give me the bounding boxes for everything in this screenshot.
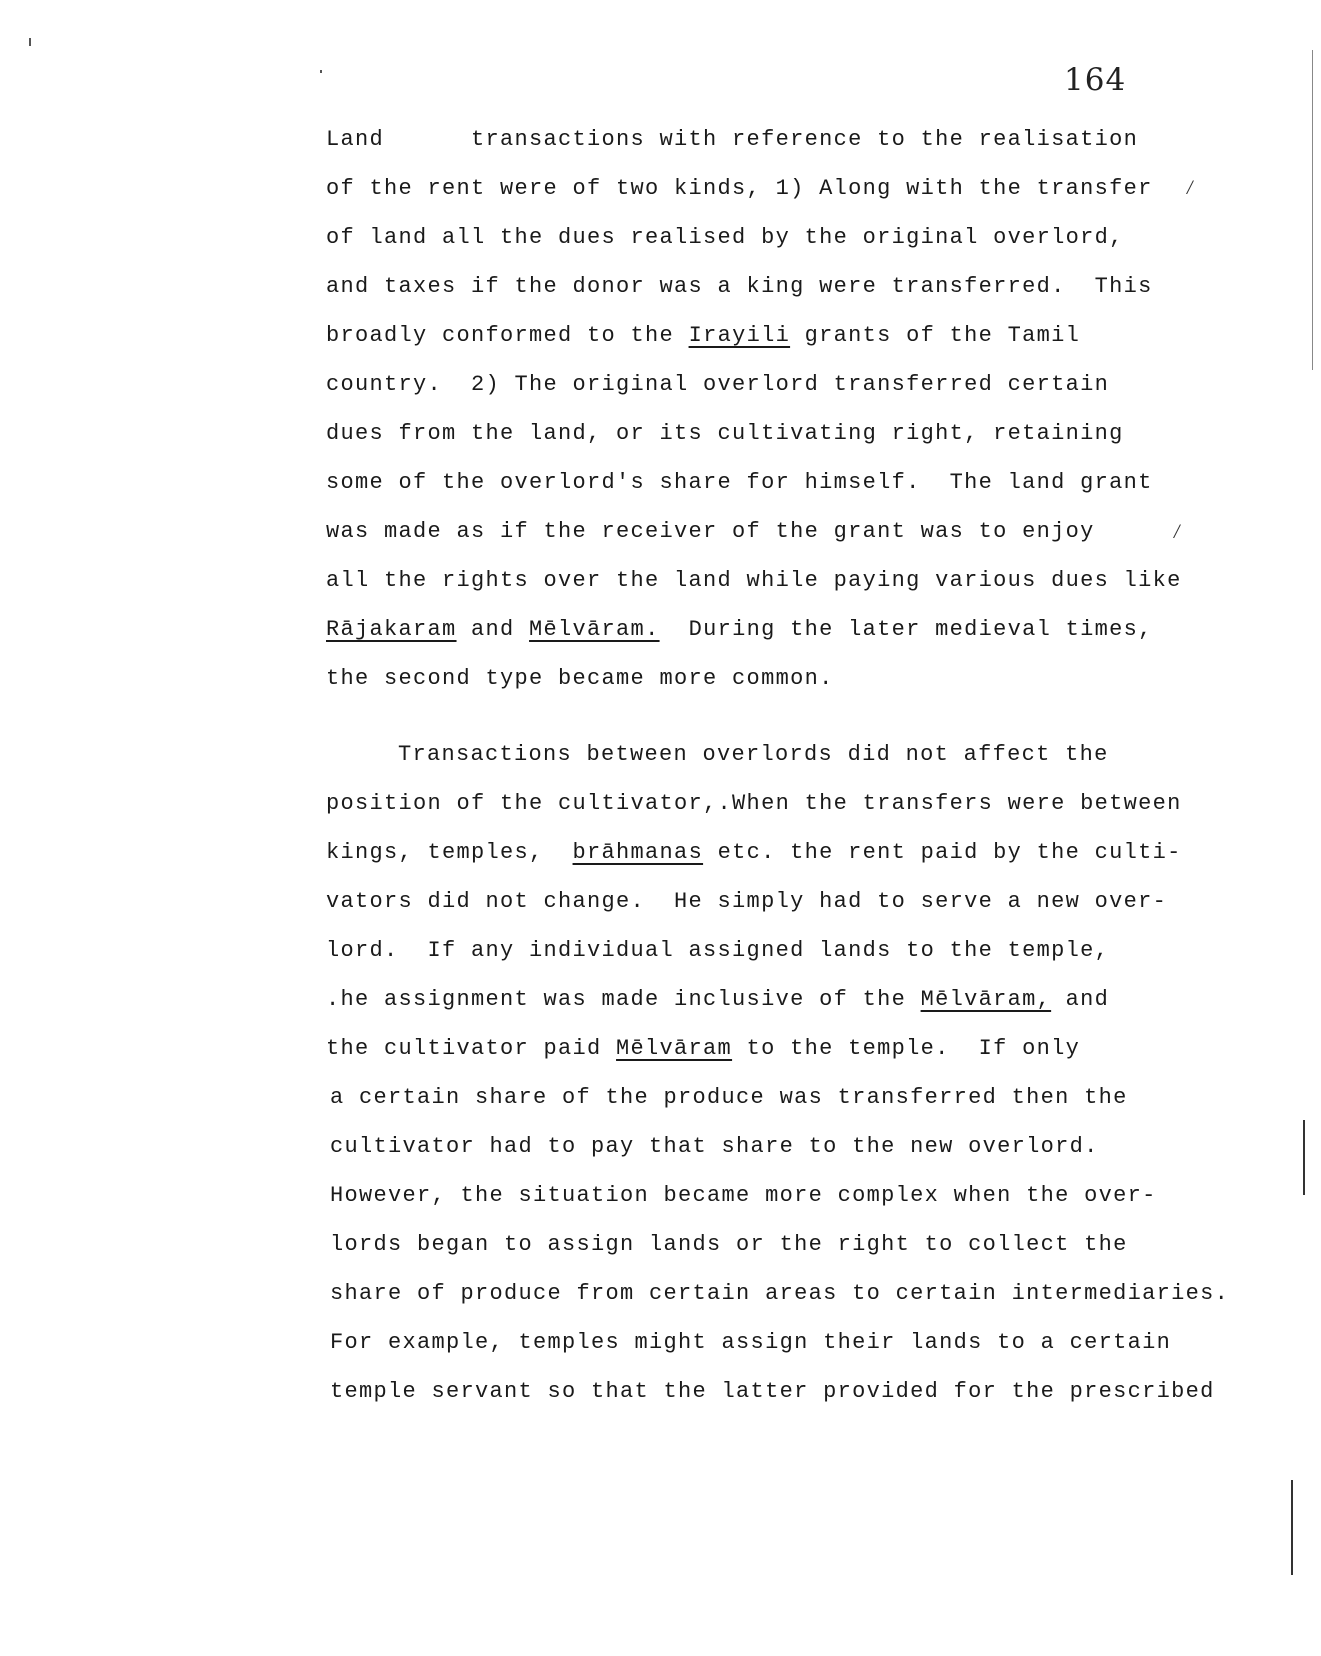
underlined-term: Rājakaram <box>326 617 457 642</box>
margin-line <box>1312 50 1313 370</box>
text-run: .he assignment was made inclusive of the <box>326 987 921 1012</box>
text-line: dues from the land, or its cultivating right, retaining <box>326 421 1124 446</box>
text-line: temple servant so that the latter provided for the prescribed <box>330 1379 1215 1404</box>
underlined-term: Mēlvāram, <box>920 987 1052 1012</box>
text-line: For example, temples might assign their lands to a certain <box>330 1330 1172 1355</box>
margin-tick: ⁄ <box>1184 178 1197 201</box>
text-run: grants of the Tamil <box>790 323 1081 348</box>
text-line: Land transactions with reference to the realisation <box>326 127 1139 152</box>
text-line: position of the cultivator,.When the transfers were between <box>326 791 1182 816</box>
text-line: and taxes if the donor was a king were transferred. This <box>326 274 1153 299</box>
text-run: kings, temples, <box>326 840 573 865</box>
text-run: the cultivator paid <box>326 1036 617 1061</box>
text-line <box>326 322 1080 350</box>
text-run: broadly conformed to the <box>326 323 689 348</box>
text-line: lords began to assign lands or the right to collect the <box>330 1232 1128 1257</box>
text-line: lord. If any individual assigned lands to the temple, <box>326 938 1110 963</box>
text-run: and <box>456 617 530 642</box>
underlined-term: Irayili <box>688 323 791 348</box>
scan-mark <box>320 70 322 73</box>
text-line <box>326 839 1182 867</box>
underlined-term: Mēlvāram <box>616 1036 733 1061</box>
text-line: the second type became more common. <box>326 666 834 691</box>
text-line: all the rights over the land while paying various dues like <box>326 568 1182 593</box>
margin-line <box>1291 1480 1293 1575</box>
margin-tick: ⁄ <box>1171 522 1184 545</box>
underlined-term: Mēlvāram. <box>529 617 660 642</box>
text-line: some of the overlord's share for himself. The land grant <box>326 470 1153 495</box>
scan-mark <box>29 38 31 46</box>
text-line: of land all the dues realised by the original overlord, <box>326 225 1124 250</box>
underlined-term: brāhmanas <box>572 840 704 865</box>
text-line <box>326 616 1153 644</box>
page-number: 164 <box>1064 62 1127 98</box>
text-run: etc. the rent paid by the culti- <box>703 840 1182 865</box>
text-line: country. 2) The original overlord transferred certain <box>326 372 1110 397</box>
text-line: However, the situation became more complex when the over- <box>330 1183 1157 1208</box>
text-line <box>326 986 1109 1014</box>
text-line: Transactions between overlords did not affect the <box>398 742 1109 767</box>
text-line: cultivator had to pay that share to the new overlord. <box>330 1134 1099 1159</box>
text-line: vators did not change. He simply had to serve a new over- <box>326 889 1168 914</box>
text-run: and <box>1051 987 1110 1012</box>
text-line: share of produce from certain areas to certain intermediaries. <box>330 1281 1230 1306</box>
text-line: of the rent were of two kinds, 1) Along with the transfer <box>326 176 1153 201</box>
margin-line <box>1303 1120 1305 1195</box>
text-run: During the later medieval times, <box>659 617 1153 642</box>
text-line: a certain share of the produce was transferred then the <box>330 1085 1128 1110</box>
text-line <box>326 1035 1080 1063</box>
text-run: to the temple. If only <box>732 1036 1081 1061</box>
text-line: was made as if the receiver of the grant was to enjoy <box>326 519 1095 544</box>
